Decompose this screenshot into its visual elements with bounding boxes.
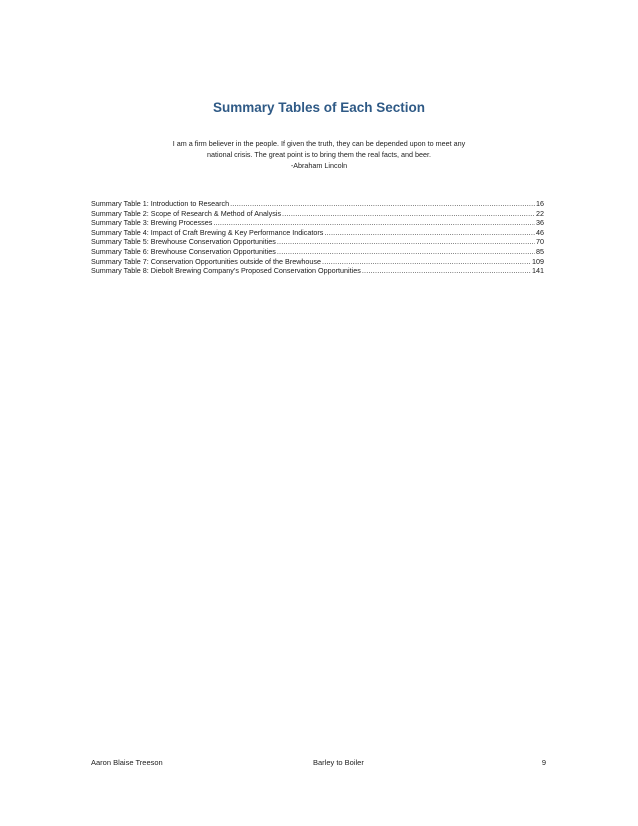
toc-leader-dots (277, 237, 535, 247)
toc-entry-page: 16 (536, 199, 544, 208)
toc-entry[interactable] (91, 266, 544, 276)
toc-leader-dots (282, 209, 535, 219)
page-title: Summary Tables of Each Section (212, 100, 426, 115)
toc-entry-label: Summary Table 8: Diebolt Brewing Company’s Proposed Conservation Opportunities (91, 266, 361, 276)
toc-entry-page: 85 (536, 246, 544, 256)
quote-line-1: I am a firm believer in the people. If given the truth, they can be depended upon to meet any (172, 139, 466, 148)
footer-page-number: 9 (541, 758, 546, 767)
toc-entry[interactable] (91, 228, 544, 238)
toc-entry[interactable] (91, 218, 544, 228)
toc-entry-label: Summary Table 6: Brewhouse Conservation Opportunities (91, 246, 276, 256)
toc-leader-dots (322, 257, 531, 267)
toc-entry-page: 46 (536, 227, 544, 237)
toc-entry-label: Summary Table 7: Conservation Opportunities outside of the Brewhouse (91, 256, 321, 266)
quote-attribution: -Abraham Lincoln (290, 161, 348, 170)
toc-entry-label: Summary Table 5: Brewhouse Conservation Opportunities (91, 237, 276, 247)
toc-leader-dots (230, 199, 535, 209)
toc-entry-page: 22 (536, 208, 544, 218)
footer-book-title: Barley to Boiler (313, 758, 364, 767)
footer-author: Aaron Blaise Treeson (91, 758, 163, 767)
toc-leader-dots (277, 247, 535, 257)
summary-table-of-contents (91, 199, 544, 276)
toc-entry[interactable] (91, 247, 544, 257)
toc-entry-label: Summary Table 4: Impact of Craft Brewing & Key Performance Indicators (91, 227, 324, 237)
toc-leader-dots (213, 218, 535, 228)
toc-entry-label: Summary Table 1: Introduction to Research (91, 199, 230, 208)
toc-entry[interactable] (91, 209, 544, 219)
epigraph-quote (120, 138, 518, 171)
toc-entry-page: 36 (536, 218, 544, 228)
toc-entry-page: 109 (532, 256, 544, 266)
toc-entry-label: Summary Table 2: Scope of Research & Method of Analysis (91, 208, 282, 218)
toc-entry-label: Summary Table 3: Brewing Processes (91, 218, 213, 228)
toc-entry[interactable] (91, 237, 544, 247)
toc-entry[interactable] (91, 257, 544, 267)
toc-leader-dots (324, 228, 535, 238)
toc-entry-page: 70 (536, 237, 544, 247)
toc-leader-dots (362, 266, 531, 276)
quote-line-2: national crisis. The great point is to bring them the real facts, and beer. (206, 150, 431, 159)
toc-entry[interactable] (91, 199, 544, 209)
toc-entry-page: 141 (532, 266, 544, 276)
